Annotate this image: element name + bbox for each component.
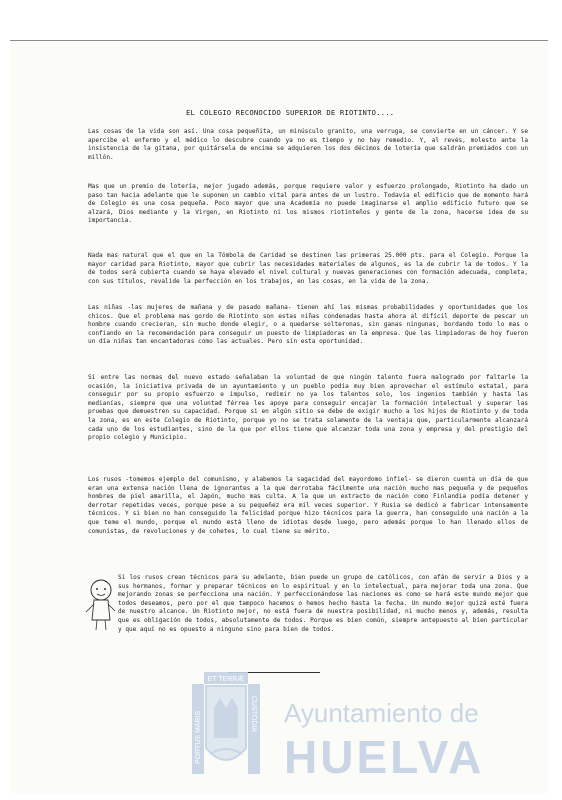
seal-top-text: ET TERRÆ [207, 676, 245, 683]
paragraph-5: Si entre las normas del nuevo estado señalaban la voluntad de que ningún talento fuera malogrado por faltarle la ocasión, la iniciativa privada de un ayuntamiento y un pueblo podía muy bien aprovechar el estímulo estatal, para conseguir por su propio esfuerzo e impulso, redimir no ya los talentos solo, los ingenios también y hasta las medianías, siempre que una voluntad férrea les apoye para conseguir encajar la formación intelectual y superar las pruebas que demuestren su capacidad. Porque si en algún sitio se debe de exigir mucho a los hijos de Riotinto y de toda la zona, es en este Colegio de Riotinto, porque yo no se trata solamente de la ventaja que, particularmente alcanzará cada uno de los estudiantes, sino de la que por ellos tiene que alcanzar toda una zona y empresa y del prestigio del propio colegio y Municipio. [88, 374, 528, 442]
seal-left-text: PORTUS MARIS [195, 710, 202, 764]
watermark-line-1: Ayuntamiento de [284, 698, 479, 728]
seal-right-text: CUSTODIA [250, 696, 257, 733]
document-title: EL COLEGIO RECONOCIDO SUPERIOR DE RIOTINTO.... [186, 108, 395, 117]
paragraph-4: Las niñas -las mujeres de mañana y de pasado mañana- tienen ahí las mismas probabilidades y oportunidades que los chicos. Que el problema mas gordo de Riotinto son estas niñas condenadas hasta ahora al difícil deporte de pescar un hombre cuando crecieran, sin mucho donde elegir, o a quedarse solteronas, sin ganas ningunas, bordando todo lo mas o confiando en la recomendación para conseguir un puesto de limpiadoras en la empresa. Que las limpiadoras de hoy fueron un día niñas tan encantadoras como las actuales. Pero sin esta oportunidad. [88, 304, 528, 346]
child-sketch-illustration [84, 576, 118, 632]
paragraph-2: Mas que un premio de lotería, mejor jugado además, porque requiere valor y esfuerzo prolongado, Riotinto ha dado un paso tan hacia adelante que le suponen un cambio vital para antes de un lustro. Todavía el edificio que de momento hará de Colegio es una cosa pequeña. Poco mayor que una Academia no puede imaginarse el amplio edificio futuro que se alzará, Dios mediante y la Virgen, en Riotinto ni los mismos riotinteños y gente de la zona, hacerse idea de su importancia. [88, 183, 528, 225]
coat-of-arms-icon [186, 668, 266, 786]
paragraph-3: Nada mas natural que el que en la Tómbola de Caridad se destinen las primeras 25.000 pts. para el Colegio. Porque la mayor caridad para Riotinto, mayor que cubrir las necesidades materiales de algunos, es la de cubrir la de todos. Y la de todos será cubierta cuando se haya elevado el nivel cultural y nuevas generaciones con formación adecuada, completa, con sus títulos, revalide la perfección en los trabajos, en las cosas, en la vida de la zona. [88, 252, 528, 285]
watermark-ayuntamiento-huelva [186, 668, 486, 788]
paragraph-6: Los rusos -tomemos ejemplo del comunismo, y alabemos la sagacidad del mayordomo infiel- se dieron cuenta un día de que eran una extensa nación llena de ignorantes a la que derrotaba fácilmente una nación mucho mas pequeña y de pequeños hombres de piel amarilla, el Japón, mucho mas culta. A la que un extracto de nación como Finlandia podía detener y derrotar repetidas veces, porque pese a su pequeñez era mil veces superior. Y Rusia se dedicó a fabricar intensamente técnicos. Y si bien no han conseguido la felicidad porque hizo técnicos para la guerra, han conseguido una nación a la que teme el mundo, porque el mundo está lleno de idiotas desde luego, pero además porque lo han llenado ellos de comunistas, de revoluciones y de cohetes, lo cual tiene su mérito. [88, 476, 528, 535]
watermark-line-2: HUELVA [284, 731, 485, 783]
paragraph-7: Si los rusos crean técnicos para su adelanto, bien puede un grupo de católicos, con afán de servir a Dios y a sus hermanos, formar y preparar técnicos en lo espiritual y en lo intelectual, para mejorar toda una zona. Que mejorando zonas se perfecciona una nación. Y perfeccionándose las naciones es como se hará este mundo mejor que todos deseamos, pero por el que tampoco hacemos o hemos hecho hasta la fecha. Un mundo mejor quizá esté fuera de nuestro alcance. Un Riotinto mejor, no está fuera de nuestra posibilidad, ni mucho menos y, además, resulta que es obligación de todos, absolutamente de todos. Porque es bien común, siempre antepuesto al bien particular y que aquí no es opuesto a ninguno sino para bien de todos. [118, 574, 528, 633]
paragraph-1: Las cosas de la vida son así. Una cosa pequeñita, un minúsculo granito, una verruga, se convierte en un cáncer. Y se apercibe el enfermo y el médico lo descubre cuando ya no es tiempo y no hay remedio. Y, al revés, molesto ante la insistencia de la gitana, por quitársela de encima se adquieren los dos décimos de lotería que saldrán premiados con un millón. [88, 128, 528, 161]
